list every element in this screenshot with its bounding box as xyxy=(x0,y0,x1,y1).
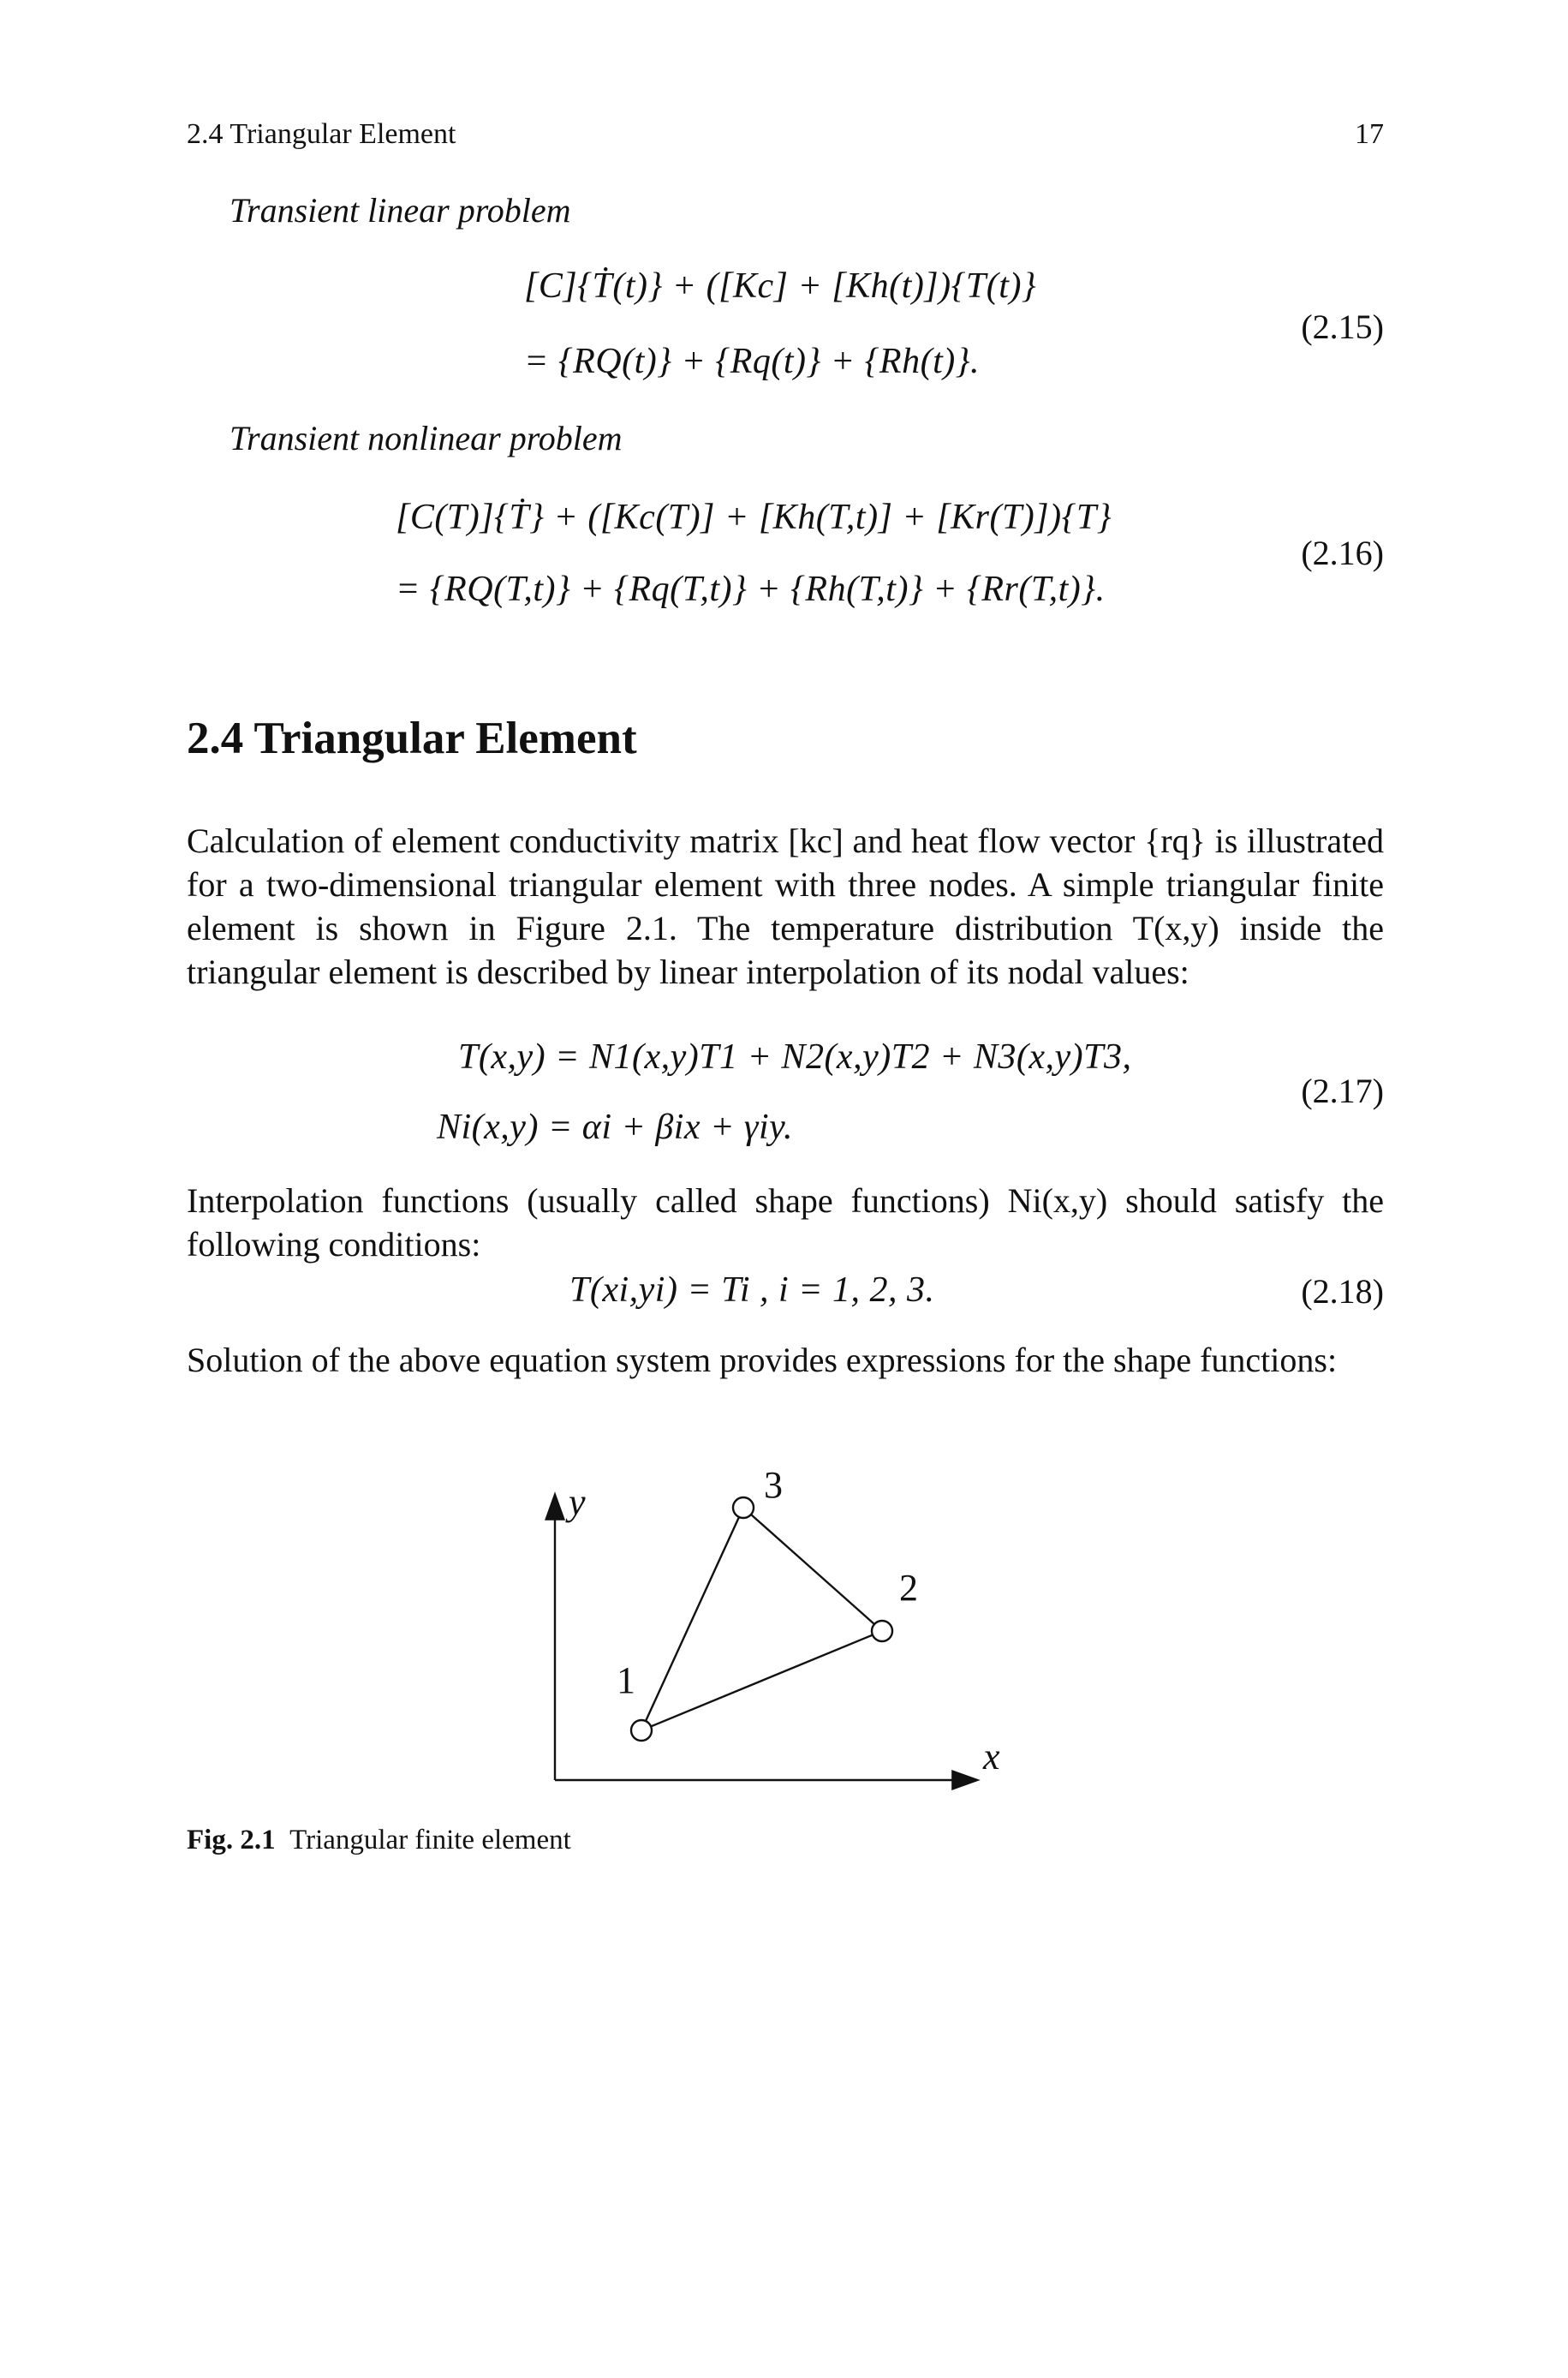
transient-nonlinear-label: Transient nonlinear problem xyxy=(230,419,623,457)
eq-2-15-line2: = {RQ(t)} + {Rq(t)} + {Rh(t)}. xyxy=(524,342,981,381)
eq-2-17-line1: T(x,y) = N1(x,y)T1 + N2(x,y)T2 + N3(x,y)T3, xyxy=(458,1037,1132,1077)
edge-3-2 xyxy=(743,1508,882,1631)
caption-label: Fig. 2.1 xyxy=(187,1825,276,1855)
node-1 xyxy=(631,1720,652,1741)
node-3-label: 3 xyxy=(764,1464,783,1506)
caption-text: Triangular finite element xyxy=(289,1825,571,1855)
eq-2-16-number: (2.16) xyxy=(1301,534,1384,572)
transient-linear-label: Transient linear problem xyxy=(230,191,571,230)
edge-1-3 xyxy=(641,1508,743,1730)
eq-2-15-line1: [C]{Ṫ(t)} + ([Kc] + [Kh(t)]){T(t)} xyxy=(524,266,1037,306)
page-number: 17 xyxy=(1355,118,1384,150)
figure-caption xyxy=(187,1825,571,1856)
eq-2-15-number: (2.15) xyxy=(1301,308,1384,346)
eq-2-18-number: (2.18) xyxy=(1301,1272,1384,1311)
eq-2-16-line1: [C(T)]{Ṫ} + ([Kc(T)] + [Kh(T,t)] + [Kr(T)]){T} xyxy=(396,498,1112,537)
paragraph-shape-functions: Interpolation functions (usually called shape functions) Ni(x,y) should satisfy the following conditions: xyxy=(187,1181,1384,1264)
section-title: 2.4 Triangular Element xyxy=(187,714,637,763)
paragraph-solution: Solution of the above equation system provides expressions for the shape functions: xyxy=(187,1341,1338,1379)
node-1-label: 1 xyxy=(617,1659,635,1701)
eq-2-17-number: (2.17) xyxy=(1301,1072,1384,1110)
eq-2-16-line2: = {RQ(T,t)} + {Rq(T,t)} + {Rh(T,t)} + {Rr(T,t)}. xyxy=(396,570,1106,609)
eq-2-17-line2: Ni(x,y) = αi + βix + γiy. xyxy=(437,1108,793,1147)
paragraph-intro: Calculation of element conductivity matrix [kc] and heat flow vector {rq} is illustrated for a two-dimensional triangular element with three nodes. A simple triangular finite element is shown in Figure 2.1. The temperature distribution T(x,y) inside the triangular element is described by linear interpolation of its nodal values: xyxy=(187,822,1384,991)
eq-2-18: T(xi,yi) = Ti , i = 1, 2, 3. xyxy=(569,1270,935,1310)
x-axis-label: x xyxy=(983,1736,1000,1778)
edge-2-1 xyxy=(641,1631,882,1730)
node-3 xyxy=(733,1497,754,1518)
node-2-label: 2 xyxy=(899,1567,918,1609)
running-head: 2.4 Triangular Element xyxy=(187,118,456,150)
node-2 xyxy=(872,1621,892,1641)
y-axis-label: y xyxy=(569,1481,586,1523)
